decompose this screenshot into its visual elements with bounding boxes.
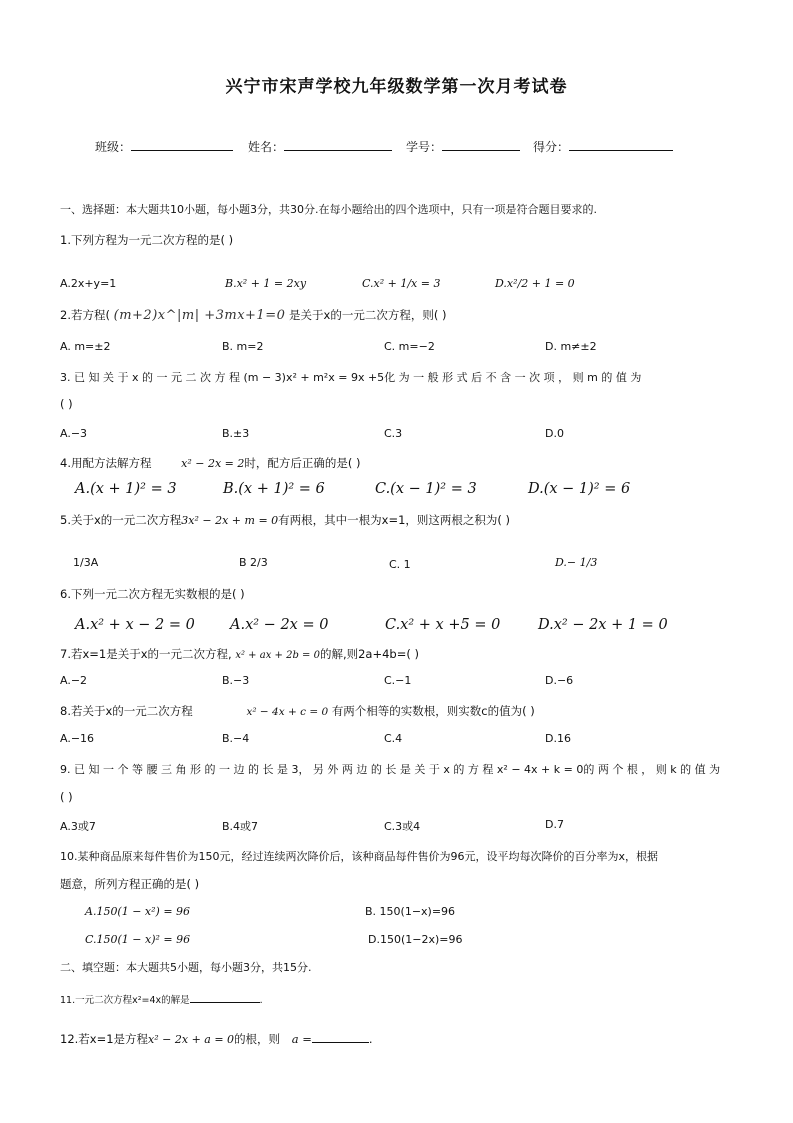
q11-answer-blank[interactable] [190, 992, 260, 1003]
q8-option-d: D.16 [545, 732, 571, 745]
q9-stem-line1: 9. 已 知 一 个 等 腰 三 角 形 的 一 边 的 长 是 3， 另 外 两 边 的 长 是 关 于 x 的 方 程 x² − 4x + k = 0的 两 个 根 ， 则 k 的 值 为 [60, 763, 721, 776]
page-title: 兴宁市宋声学校九年级数学第一次月考试卷 [225, 77, 568, 97]
q1-option-d: D.x²/2 + 1 = 0 [495, 277, 575, 290]
q7-stem [60, 646, 419, 662]
q7-option-b: B.−3 [222, 674, 250, 687]
section2-heading: 二、填空题：本大题共5小题，每小题3分，共15分. [60, 961, 312, 974]
q7-option-d: D.−6 [545, 674, 574, 687]
q9-option-b: B.4或7 [222, 820, 259, 833]
q4-equation: x² − 2x = 2 [181, 457, 245, 470]
id-field [406, 137, 520, 155]
q11-text: 11.一元二次方程x²=4x的解是 [60, 995, 190, 1006]
q9-option-c: C.3或4 [384, 820, 421, 833]
q7-option-a: A.−2 [60, 674, 88, 687]
id-blank[interactable] [442, 137, 520, 151]
q6-option-b: A.x² − 2x = 0 [230, 617, 329, 633]
q2-option-c: C. m=−2 [384, 340, 435, 353]
q5-stem-post: 有两根，其中一根为x=1，则这两根之积为( ) [278, 513, 511, 527]
q2-option-d: D. m≠±2 [545, 340, 597, 353]
q8-stem [60, 703, 535, 719]
q10-option-c: C.150(1 − x)² = 96 [85, 933, 191, 946]
q1-stem: 1.下列方程为一元二次方程的是( ) [60, 233, 234, 247]
q4-option-a: A.(x + 1)² = 3 [75, 481, 177, 497]
q3-stem-line1: 3. 已 知 关 于 x 的 一 元 二 次 方 程 (m − 3)x² + m²x = 9x +5化 为 一 般 形 式 后 不 含 一 次 项 ， 则 m 的 值 为 [60, 371, 642, 384]
score-label: 得分： [533, 140, 570, 154]
q6-option-c: C.x² + x +5 = 0 [385, 617, 501, 633]
q7-stem-pre: 7.若x=1是关于x的一元二次方程, [60, 647, 232, 661]
q5-option-c: C. 1 [389, 558, 411, 571]
q3-option-b: B.±3 [222, 427, 250, 440]
q5-stem-pre: 5.关于x的一元二次方程 [60, 513, 182, 527]
q4-option-d: D.(x − 1)² = 6 [528, 481, 631, 497]
q2-option-a: A. m=±2 [60, 340, 111, 353]
class-label: 班级： [95, 140, 132, 154]
section1-heading: 一、选择题：本大题共10小题，每小题3分，共30分.在每小题给出的四个选项中，只有一项是符合题目要求的. [60, 203, 597, 216]
q2-equation: (m+2)x^|m| +3mx+1=0 [113, 308, 286, 323]
q10-option-d: D.150(1−2x)=96 [368, 933, 463, 946]
q3-option-d: D.0 [545, 427, 564, 440]
q10-stem-line2: 题意，所列方程正确的是( ) [60, 877, 200, 891]
name-blank[interactable] [284, 137, 392, 151]
q2-option-b: B. m=2 [222, 340, 264, 353]
q10-option-a: A.150(1 − x²) = 96 [85, 905, 191, 918]
q12-equation: x² − 2x + a = 0 [148, 1033, 235, 1046]
q5-equation: 3x² − 2x + m = 0 [181, 514, 279, 527]
q8-stem-pre: 8.若关于x的一元二次方程 [60, 704, 193, 718]
class-blank[interactable] [131, 137, 233, 151]
q12-stem-mid: 的根，则 [234, 1032, 281, 1046]
q12-stem-pre: 12.若x=1是方程 [60, 1032, 149, 1046]
q6-option-d: D.x² − 2x + 1 = 0 [538, 617, 668, 633]
score-field [533, 137, 673, 155]
name-field [248, 137, 392, 155]
name-label: 姓名： [248, 140, 285, 154]
q10-stem-line1: 10.某种商品原来每件售价为150元，经过连续两次降价后，该种商品每件售价为96元，设平均每次降价的百分率为x，根据 [60, 850, 658, 863]
q3-option-c: C.3 [384, 427, 403, 440]
q1-option-a: A.2x+y=1 [60, 277, 117, 290]
id-label: 学号： [406, 140, 443, 154]
q12-end: . [368, 1032, 373, 1046]
q2-stem-pre: 2.若方程( [60, 308, 110, 322]
q4-stem [60, 455, 361, 471]
q7-stem-post: 的解,则2a+4b=( ) [319, 647, 419, 661]
q4-stem-pre: 4.用配方法解方程 [60, 456, 152, 470]
q8-option-a: A.−16 [60, 732, 95, 745]
score-blank[interactable] [569, 137, 673, 151]
q3-stem-line2: ( ) [60, 397, 73, 411]
q10-option-b: B. 150(1−x)=96 [365, 905, 456, 918]
class-field [95, 137, 233, 155]
q1-option-c: C.x² + 1/x = 3 [362, 277, 441, 290]
q5-option-b: B 2/3 [239, 556, 268, 569]
q1-option-b: B.x² + 1 = 2xy [225, 277, 307, 290]
q2-stem-post: 是关于x的一元二次方程，则( ) [289, 308, 447, 322]
q4-option-c: C.(x − 1)² = 3 [375, 481, 477, 497]
q9-stem-line2: ( ) [60, 790, 73, 804]
q8-option-b: B.−4 [222, 732, 250, 745]
q11-end: . [259, 995, 263, 1006]
q7-equation: x² + ax + 2b = 0 [235, 650, 320, 661]
q8-option-c: C.4 [384, 732, 403, 745]
q5-stem [60, 512, 510, 528]
q4-option-b: B.(x + 1)² = 6 [223, 481, 325, 497]
q9-option-d: D.7 [545, 818, 564, 831]
q8-stem-post: 有两个相等的实数根，则实数c的值为( ) [331, 704, 535, 718]
q8-equation: x² − 4x + c = 0 [246, 706, 329, 718]
q7-option-c: C.−1 [384, 674, 412, 687]
q12-stem [60, 1029, 373, 1047]
q12-variable: a = [291, 1032, 312, 1046]
q6-stem: 6.下列一元二次方程无实数根的是( ) [60, 587, 245, 601]
q2-stem [60, 307, 446, 323]
q5-option-d: D.− 1/3 [555, 556, 598, 569]
q6-option-a: A.x² + x − 2 = 0 [75, 617, 195, 633]
q9-option-a: A.3或7 [60, 820, 96, 833]
q4-stem-post: 时，配方后正确的是( ) [244, 456, 361, 470]
q12-answer-blank[interactable] [312, 1029, 369, 1043]
q11-stem [60, 992, 263, 1006]
q3-option-a: A.−3 [60, 427, 88, 440]
q5-option-a: 1/3A [73, 556, 99, 569]
